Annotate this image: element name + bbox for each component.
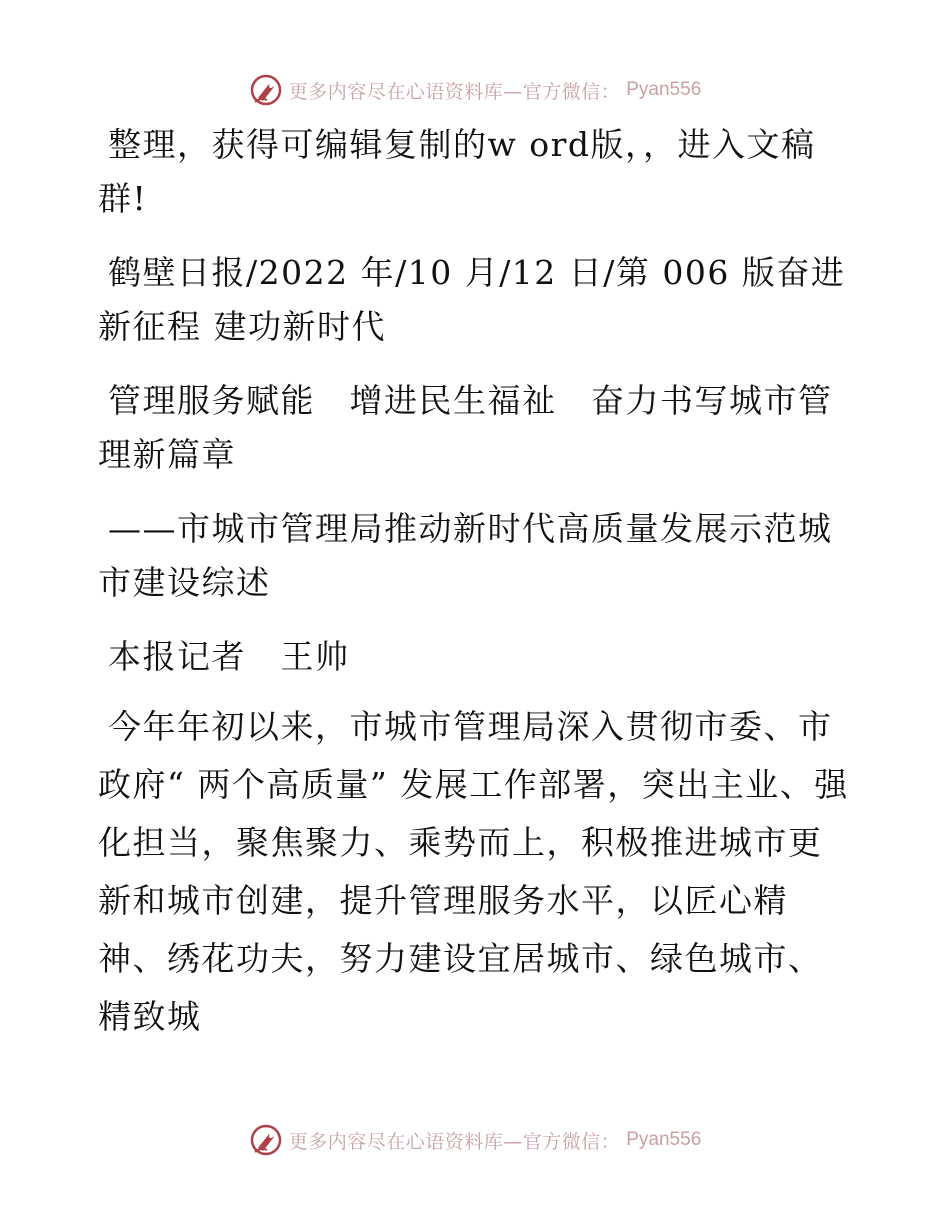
watermark-text: 更多内容尽在心语资料库—官方微信： <box>288 1130 621 1153</box>
body-paragraph: 今年年初以来，市城市管理局深入贯彻市委、市政府“ 两个高质量” 发展工作部署，突出主业、强化担当，聚焦聚力、乘势而上，积极推进城市更新和城市创建，提升管理服务水平，以匠心精神、绣花功夫，努力建设宜居城市、绿色城市、精致城 <box>98 707 849 1036</box>
pen-nib-logo-icon <box>249 1123 283 1157</box>
source-line: 鹤壁日报/2022 年/10 月/12 日/第 006 版奋进新征程 建功新时代 <box>98 253 846 346</box>
byline: 本报记者 王帅 <box>108 637 350 676</box>
pen-nib-logo-icon <box>249 73 283 107</box>
watermark-wechat-id: Pyan556 <box>626 79 702 100</box>
article-subtitle: ——市城市管理局推动新时代高质量发展示范城市建设综述 <box>98 509 833 602</box>
watermark-wechat-id: Pyan556 <box>626 1129 702 1150</box>
intro-note: 整理，获得可编辑复制的w ord版，，进入文稿群! <box>98 125 816 218</box>
document-body <box>98 118 850 1066</box>
article-title: 管理服务赋能 增进民生福祉 奋力书写城市管理新篇章 <box>98 381 833 474</box>
footer-watermark <box>0 1120 950 1160</box>
header-watermark <box>0 70 950 110</box>
watermark-text: 更多内容尽在心语资料库—官方微信： <box>288 80 621 103</box>
